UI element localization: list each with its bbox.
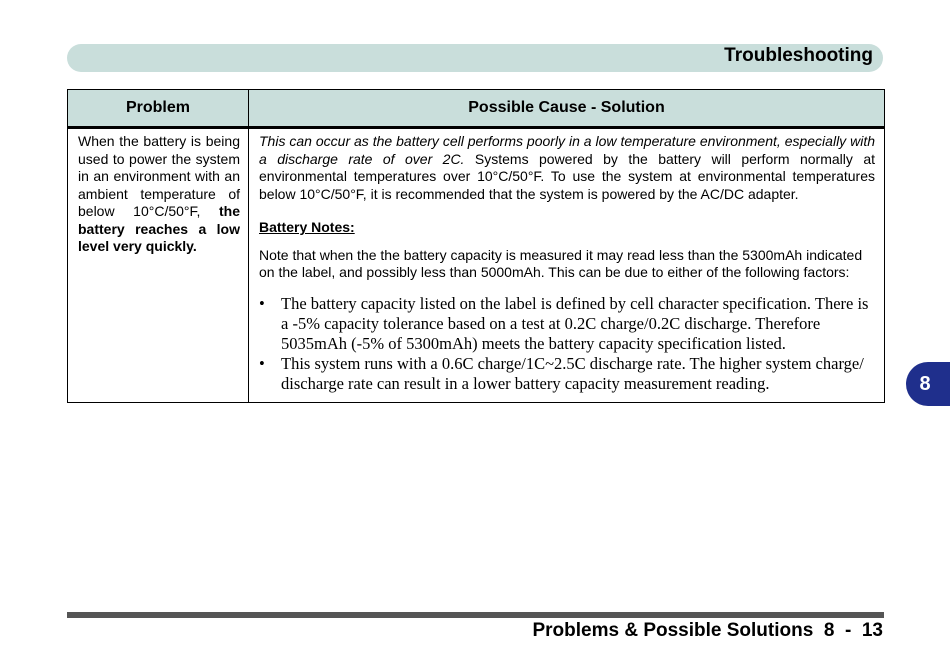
list-item-text: The battery capacity listed on the label is defined by cell character specification. There is a -5% capacity tolerance based on a test at 0.2C charge/0.2C discharge. Therefore 5035mAh (-5% of 5300mAh) meets the battery capacity specification listed. bbox=[281, 293, 869, 353]
problem-text: When the battery is being used to power the system in an environment with an ambient temperature of below 10°C/50°F, bbox=[78, 133, 240, 219]
battery-note: Note that when the the battery capacity is measured it may read less than the 5300mAh indicated on the label, and possibly less than 5000mAh. This can be due to either of the following factors: bbox=[259, 246, 863, 280]
list-item bbox=[259, 294, 875, 354]
solution-remedy: Systems powered by the battery will perform normally at environmental temperatures over 10°C/50°F. To use the system at environmental temperatures below 10°C/50°F, it is recommended that the system is powered by the AC/DC adapter. bbox=[259, 150, 875, 202]
bullet-icon: • bbox=[259, 353, 265, 373]
table-header-row bbox=[68, 90, 885, 128]
footer-rule bbox=[67, 612, 884, 618]
factor-list bbox=[259, 294, 875, 394]
list-item bbox=[259, 354, 875, 394]
problem-cell bbox=[68, 128, 249, 403]
page-footer: Problems & Possible Solutions 8 - 13 bbox=[532, 620, 883, 641]
problem-emphasis: the battery reaches a low level very quickly. bbox=[78, 203, 240, 254]
list-item-text: This system runs with a 0.6C charge/1C~2.5C discharge rate. The higher system charge/ discharge rate can result in a lower battery capacity measurement reading. bbox=[281, 353, 864, 393]
solution-paragraph bbox=[259, 133, 875, 203]
troubleshooting-table bbox=[67, 89, 885, 403]
table-row bbox=[68, 128, 885, 403]
column-header-solution: Possible Cause - Solution bbox=[249, 90, 885, 128]
solution-cell bbox=[249, 128, 885, 403]
column-header-problem: Problem bbox=[68, 90, 249, 128]
bullet-icon: • bbox=[259, 293, 265, 313]
page-title: Troubleshooting bbox=[724, 45, 873, 66]
chapter-tab: 8 bbox=[906, 362, 950, 406]
solution-cause: This can occur as the battery cell performs poorly in a low temperature environment, especially with a discharge rate of over 2C. bbox=[259, 133, 875, 167]
battery-notes-heading: Battery Notes: bbox=[259, 219, 355, 235]
